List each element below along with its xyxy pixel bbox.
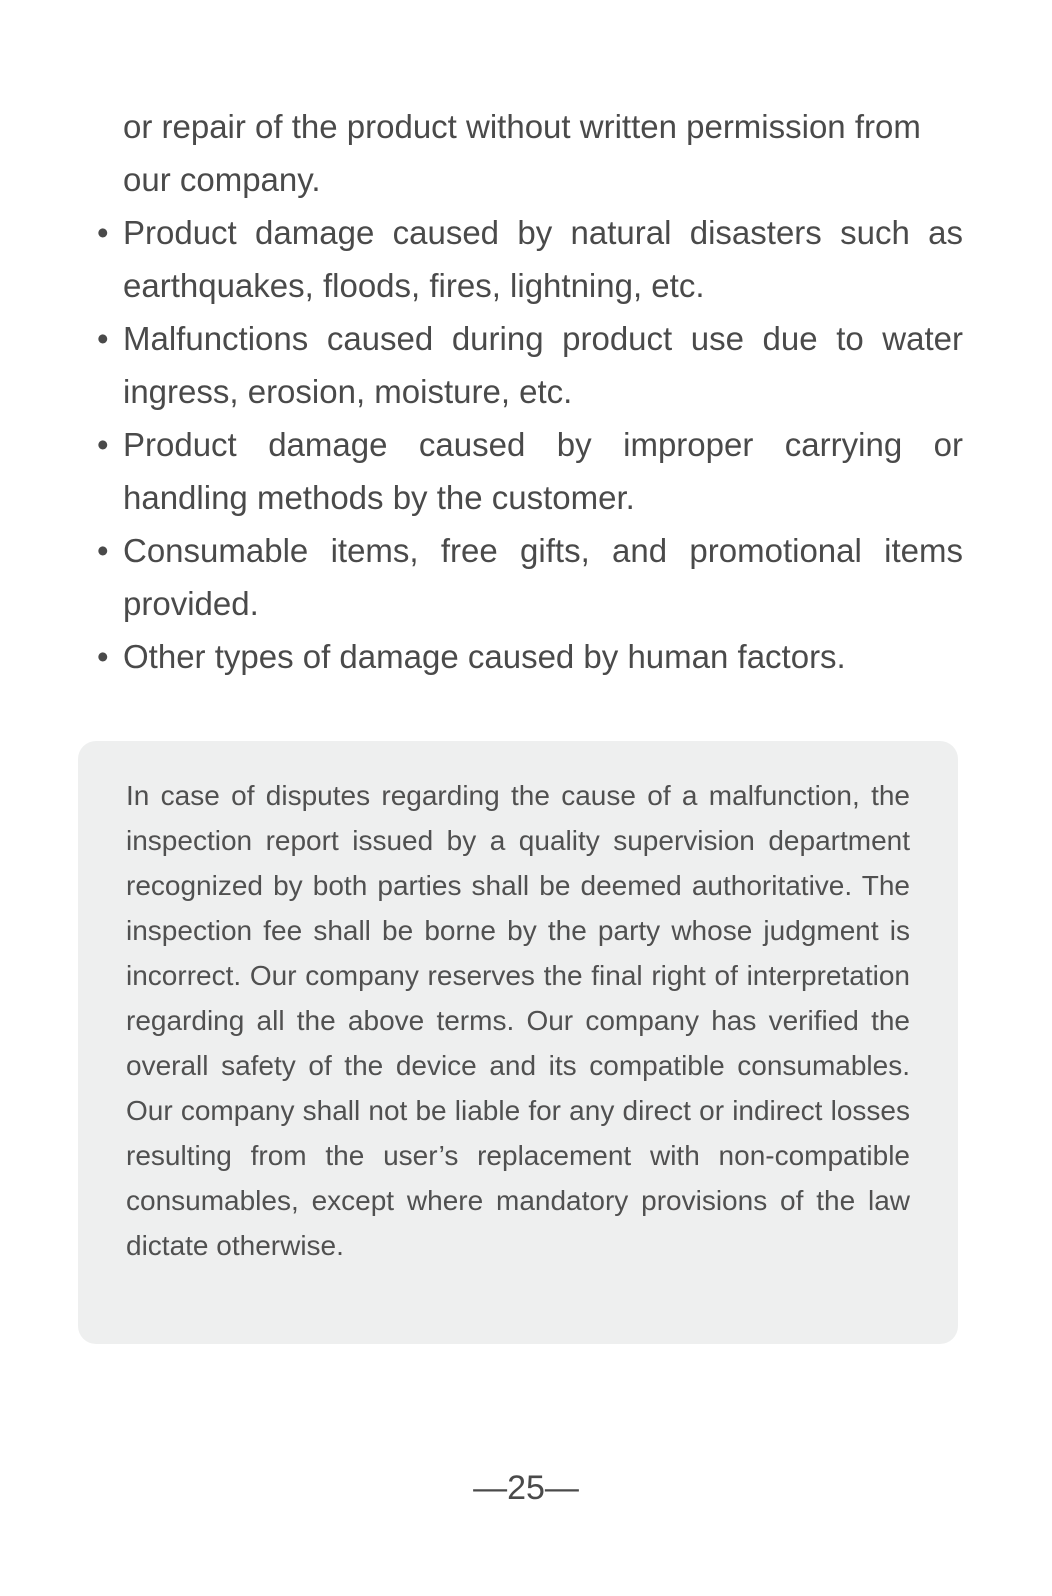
bullet-icon: •: [97, 320, 109, 357]
list-item-text: Product damage caused by natural disasters such as earthquakes, floods, fires, lightning, etc.: [123, 214, 963, 304]
bullet-icon: •: [97, 214, 109, 251]
list-item-text: Other types of damage caused by human factors.: [123, 638, 846, 675]
exclusion-list: [97, 206, 963, 683]
list-item-text: Malfunctions caused during product use due to water ingress, erosion, moisture, etc.: [123, 320, 963, 410]
list-item: [97, 206, 963, 312]
bullet-icon: •: [97, 532, 109, 569]
bullet-icon: •: [97, 638, 109, 675]
bullet-icon: •: [97, 426, 109, 463]
list-item-text: Product damage caused by improper carrying or handling methods by the customer.: [123, 426, 963, 516]
notice-box: [78, 741, 958, 1344]
list-item: [97, 630, 963, 683]
notice-text: In case of disputes regarding the cause of a malfunction, the inspection report issued by a quality supervision department recognized by both parties shall be deemed authoritative. The inspection fee shall be borne by the party whose judgment is incorrect. Our company reserves the final right of interpretation regarding all the above terms. Our company has verified the overall safety of the device and its compatible consumables. Our company shall not be liable for any direct or indirect losses resulting from the user’s replacement with non-compatible consumables, except where mandatory provisions of the law dictate otherwise.: [126, 780, 910, 1261]
page-number: —25—: [473, 1469, 579, 1507]
list-item: [97, 312, 963, 418]
list-item: [97, 524, 963, 630]
list-item-text: Consumable items, free gifts, and promotional items provided.: [123, 532, 963, 622]
continuation-paragraph: or repair of the product without written permission from our company.: [123, 108, 921, 198]
list-item: [97, 418, 963, 524]
